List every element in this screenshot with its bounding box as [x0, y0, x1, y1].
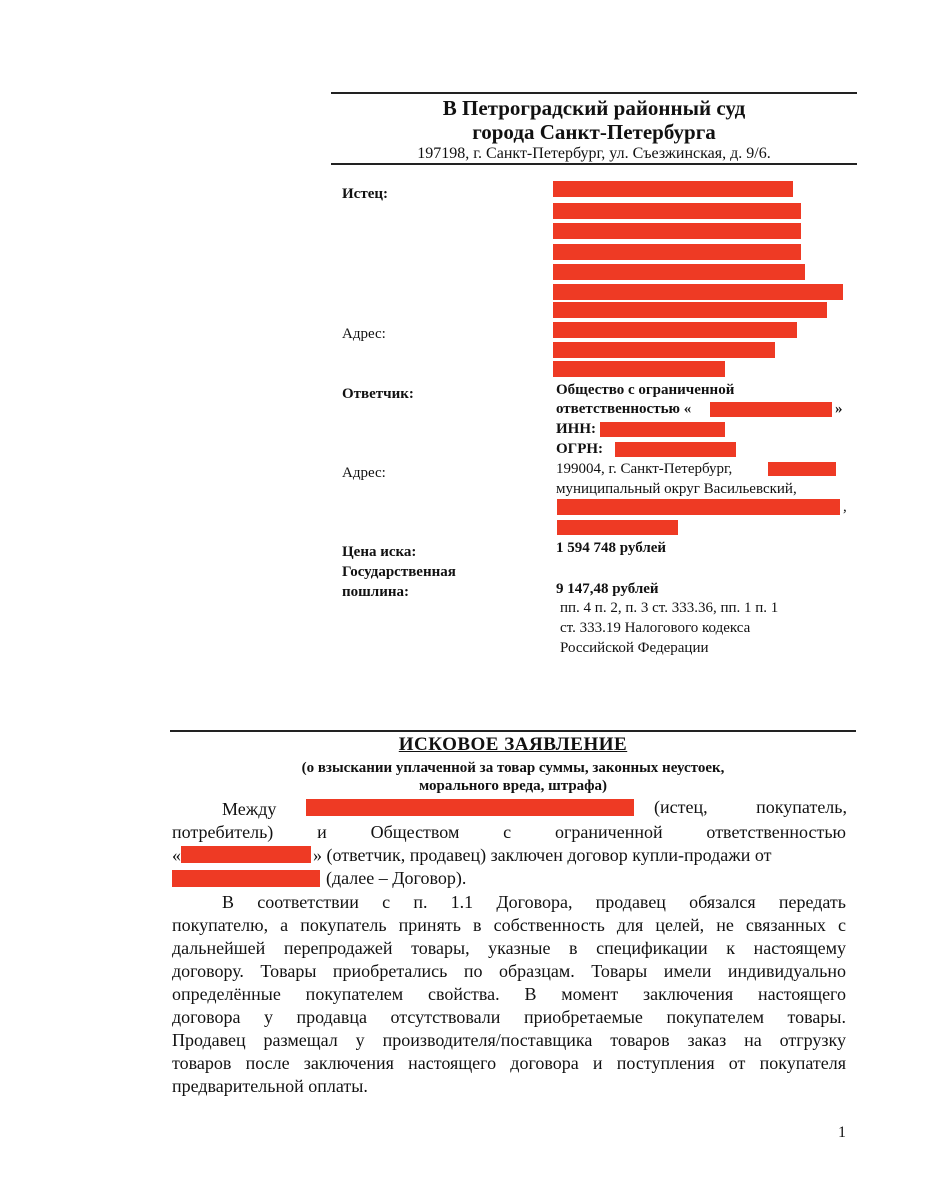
p2-line2: покупателю, а покупатель принять в собственность для целей, не связанных с	[172, 915, 846, 935]
redaction-defendant-address-2	[557, 499, 840, 515]
claim-price-label: Цена иска:	[342, 544, 417, 560]
state-duty-label-line1: Государственная	[342, 564, 456, 580]
state-duty-basis-line3: Российской Федерации	[560, 640, 709, 656]
redaction-plaintiff-name-2	[553, 203, 801, 219]
p1-line3-open-quote: «	[172, 845, 181, 865]
redaction-plaintiff-name-1	[553, 181, 793, 197]
defendant-name-line1: Общество с ограниченной	[556, 382, 735, 398]
p2-line1: В соответствии с п. 1.1 Договора, продавец обязался передать	[222, 892, 846, 912]
p2-line4: договору. Товары приобретались по образцам. Товары имели индивидуально	[172, 961, 846, 981]
p2-line3: дальнейшей перепродажей товары, указные в спецификации к настоящему	[172, 938, 846, 958]
defendant-address-line2: муниципальный округ Васильевский,	[556, 481, 797, 497]
redaction-plaintiff-address-1	[553, 322, 797, 338]
p1-line2: потребитель) и Обществом с ограниченной ответственностью	[172, 822, 846, 842]
p1-line4: (далее – Договор).	[326, 868, 467, 888]
p1-line1-start: Между	[222, 799, 277, 819]
defendant-address-comma: ,	[843, 499, 847, 515]
header-top-rule	[331, 92, 857, 94]
state-duty-basis-line2: ст. 333.19 Налогового кодекса	[560, 620, 751, 636]
state-duty-label-line2: пошлина:	[342, 584, 410, 600]
p1-line1-end: (истец, покупатель,	[654, 797, 847, 817]
claim-price-value: 1 594 748 рублей	[556, 540, 667, 556]
state-duty-value: 9 147,48 рублей	[556, 581, 659, 597]
redaction-plaintiff-name-7	[553, 302, 827, 318]
plaintiff-label: Истец:	[342, 186, 388, 202]
header-bottom-rule	[331, 163, 857, 165]
redaction-plaintiff-name-5	[553, 264, 805, 280]
redaction-defendant-in-text	[181, 846, 311, 863]
redaction-plaintiff-name-4	[553, 244, 801, 260]
p2-line5: определённые покупателем свойства. В момент заключения настоящего	[172, 984, 846, 1004]
redaction-plaintiff-address-2	[553, 342, 775, 358]
redaction-defendant-name	[710, 402, 832, 417]
statement-subtitle-line2: морального вреда, штрафа)	[418, 778, 608, 794]
redaction-defendant-address-1	[768, 462, 836, 476]
defendant-name-line2: ответственностью «	[556, 401, 692, 417]
statement-top-rule	[170, 730, 856, 732]
statement-subtitle-line1: (о взыскании уплаченной за товар суммы, законных неустоек,	[301, 760, 725, 776]
court-address: 197198, г. Санкт-Петербург, ул. Съезжинская, д. 9/6.	[417, 145, 771, 162]
defendant-label: Ответчик:	[342, 386, 414, 402]
court-name-line2: города Санкт-Петербурга	[472, 120, 716, 144]
statement-title: ИСКОВОЕ ЗАЯВЛЕНИЕ	[398, 734, 628, 755]
p1-line3-rest: » (ответчик, продавец) заключен договор купли-продажи от	[313, 845, 772, 865]
redaction-plaintiff-name-3	[553, 223, 801, 239]
redaction-plaintiff-name-6	[553, 284, 843, 300]
redaction-plaintiff-address-3	[553, 361, 725, 377]
p2-line8: товаров после заключения настоящего договора и поступления от покупателя	[172, 1053, 846, 1073]
redaction-inn	[600, 422, 725, 437]
plaintiff-address-label: Адрес:	[342, 326, 386, 342]
p2-line6: договора у продавца отсутствовали приобретаемые покупателем товары.	[172, 1007, 846, 1027]
page-number: 1	[838, 1124, 846, 1141]
state-duty-basis-line1: пп. 4 п. 2, п. 3 ст. 333.36, пп. 1 п. 1	[560, 600, 779, 616]
redaction-plaintiff-in-text	[306, 799, 634, 816]
inn-label: ИНН:	[556, 421, 596, 437]
court-name-line1: В Петроградский районный суд	[442, 96, 746, 120]
p2-line7: Продавец размещал у производителя/поставщика товаров заказ на отгрузку	[172, 1030, 846, 1050]
defendant-address-line1: 199004, г. Санкт-Петербург,	[556, 461, 733, 477]
p2-line9: предварительной оплаты.	[172, 1076, 368, 1096]
defendant-address-label: Адрес:	[342, 465, 386, 481]
ogrn-label: ОГРН:	[556, 441, 604, 457]
redaction-defendant-address-3	[557, 520, 678, 535]
defendant-name-close-quote: »	[835, 401, 843, 417]
redaction-contract-date	[172, 870, 320, 887]
redaction-ogrn	[615, 442, 736, 457]
